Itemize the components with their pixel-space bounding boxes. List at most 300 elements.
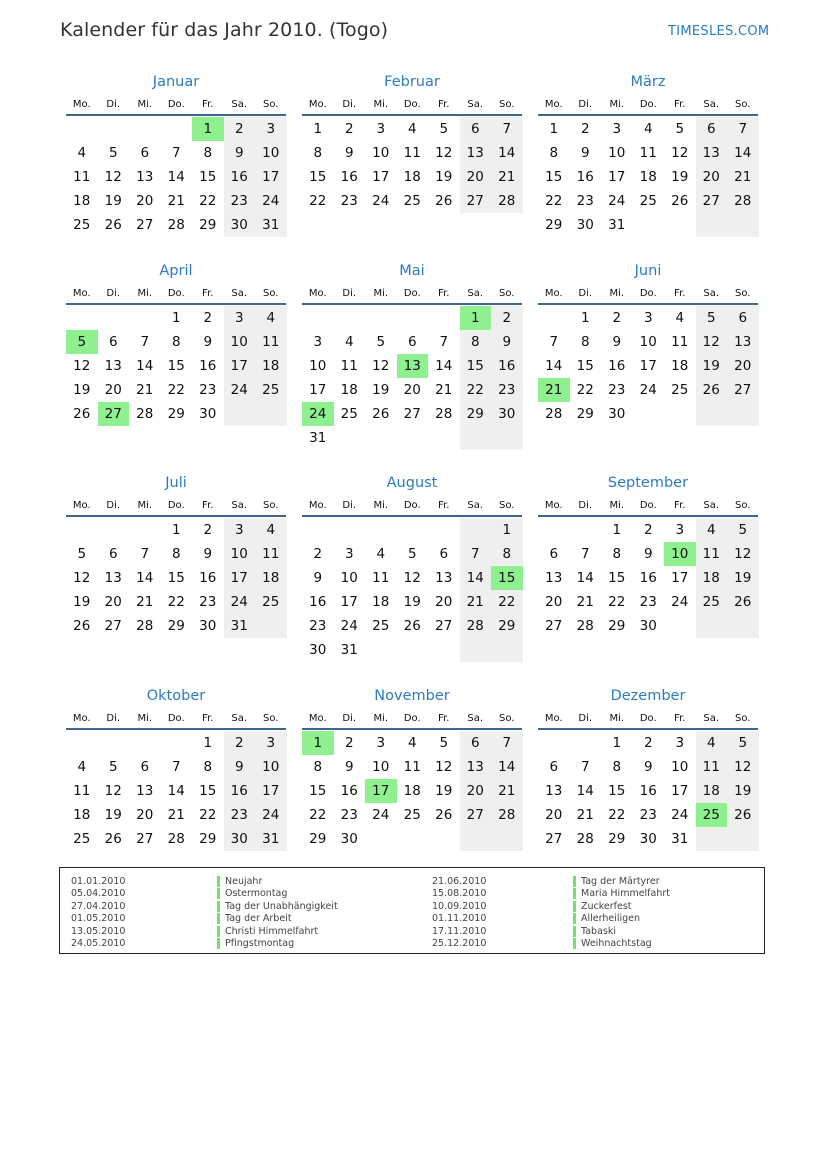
day-cell[interactable]: 28 [727,189,759,213]
day-cell[interactable]: 23 [639,594,657,610]
day-cell[interactable]: 2 [313,546,323,562]
day-cell[interactable]: 18 [73,807,91,823]
day-cell[interactable]: 16 [224,779,256,803]
day-cell[interactable]: 27 [98,402,130,426]
day-cell[interactable]: 10 [255,755,287,779]
day-cell[interactable]: 20 [136,807,154,823]
day-cell[interactable]: 18 [372,594,390,610]
day-cell[interactable]: 25 [340,406,358,422]
day-cell[interactable]: 28 [576,831,594,847]
day-cell[interactable]: 6 [140,145,150,161]
day-cell[interactable]: 10 [372,145,390,161]
day-cell[interactable]: 12 [372,358,390,374]
day-cell[interactable]: 24 [255,189,287,213]
brand-link[interactable]: TIMESLES.COM [668,24,770,39]
day-cell[interactable]: 31 [671,831,689,847]
day-cell[interactable]: 3 [313,334,323,350]
day-cell[interactable]: 13 [727,330,759,354]
day-cell[interactable]: 5 [66,330,98,354]
day-cell[interactable]: 17 [608,169,626,185]
day-cell[interactable]: 30 [340,831,358,847]
day-cell[interactable]: 14 [435,358,453,374]
day-cell[interactable]: 27 [727,378,759,402]
day-cell[interactable]: 13 [460,141,492,165]
day-cell[interactable]: 9 [224,755,256,779]
day-cell[interactable]: 30 [199,406,217,422]
day-cell[interactable]: 18 [696,566,728,590]
day-cell[interactable]: 27 [696,189,728,213]
day-cell[interactable]: 3 [675,522,685,538]
day-cell[interactable]: 21 [727,165,759,189]
day-cell[interactable]: 24 [302,402,334,426]
day-cell[interactable]: 6 [439,546,449,562]
day-cell[interactable]: 9 [491,330,523,354]
day-cell[interactable]: 15 [576,358,594,374]
day-cell[interactable]: 30 [309,642,327,658]
day-cell[interactable]: 24 [608,193,626,209]
day-cell[interactable]: 26 [435,807,453,823]
day-cell[interactable]: 7 [171,145,181,161]
day-cell[interactable]: 26 [435,193,453,209]
day-cell[interactable]: 12 [104,783,122,799]
day-cell[interactable]: 30 [639,618,657,634]
day-cell[interactable]: 1 [313,121,323,137]
day-cell[interactable]: 9 [643,759,653,775]
day-cell[interactable]: 15 [491,566,523,590]
day-cell[interactable]: 20 [104,594,122,610]
day-cell[interactable]: 9 [313,570,323,586]
day-cell[interactable]: 19 [372,382,390,398]
day-cell[interactable]: 26 [73,406,91,422]
day-cell[interactable]: 10 [309,358,327,374]
day-cell[interactable]: 30 [199,618,217,634]
day-cell[interactable]: 28 [460,614,492,638]
day-cell[interactable]: 6 [108,546,118,562]
day-cell[interactable]: 3 [376,121,386,137]
day-cell[interactable]: 28 [136,618,154,634]
day-cell[interactable]: 28 [491,803,523,827]
day-cell[interactable]: 25 [696,803,728,827]
day-cell[interactable]: 1 [171,522,181,538]
day-cell[interactable]: 25 [73,217,91,233]
day-cell[interactable]: 23 [199,382,217,398]
day-cell[interactable]: 7 [727,117,759,141]
day-cell[interactable]: 9 [203,334,213,350]
day-cell[interactable]: 25 [671,382,689,398]
day-cell[interactable]: 11 [340,358,358,374]
day-cell[interactable]: 11 [255,330,287,354]
day-cell[interactable]: 14 [545,358,563,374]
day-cell[interactable]: 4 [407,121,417,137]
day-cell[interactable]: 29 [545,217,563,233]
day-cell[interactable]: 15 [167,358,185,374]
day-cell[interactable]: 25 [696,590,728,614]
day-cell[interactable]: 19 [671,169,689,185]
day-cell[interactable]: 10 [372,759,390,775]
day-cell[interactable]: 1 [302,731,334,755]
day-cell[interactable]: 11 [671,334,689,350]
day-cell[interactable]: 2 [203,522,213,538]
day-cell[interactable]: 22 [309,193,327,209]
day-cell[interactable]: 8 [549,145,559,161]
day-cell[interactable]: 19 [73,382,91,398]
day-cell[interactable]: 16 [199,570,217,586]
day-cell[interactable]: 23 [199,594,217,610]
day-cell[interactable]: 27 [104,618,122,634]
day-cell[interactable]: 17 [639,358,657,374]
day-cell[interactable]: 23 [340,193,358,209]
day-cell[interactable]: 6 [696,117,728,141]
day-cell[interactable]: 22 [460,378,492,402]
day-cell[interactable]: 3 [612,121,622,137]
day-cell[interactable]: 2 [491,306,523,330]
day-cell[interactable]: 27 [545,831,563,847]
day-cell[interactable]: 14 [167,169,185,185]
day-cell[interactable]: 15 [545,169,563,185]
day-cell[interactable]: 3 [255,117,287,141]
day-cell[interactable]: 26 [727,590,759,614]
day-cell[interactable]: 29 [576,406,594,422]
day-cell[interactable]: 25 [403,193,421,209]
day-cell[interactable]: 21 [576,594,594,610]
day-cell[interactable]: 29 [491,614,523,638]
day-cell[interactable]: 2 [580,121,590,137]
day-cell[interactable]: 22 [608,807,626,823]
day-cell[interactable]: 13 [136,169,154,185]
day-cell[interactable]: 13 [397,354,429,378]
day-cell[interactable]: 6 [727,306,759,330]
day-cell[interactable]: 18 [255,566,287,590]
day-cell[interactable]: 29 [608,831,626,847]
day-cell[interactable]: 15 [460,354,492,378]
day-cell[interactable]: 23 [576,193,594,209]
day-cell[interactable]: 28 [167,217,185,233]
day-cell[interactable]: 3 [224,306,256,330]
day-cell[interactable]: 24 [255,803,287,827]
day-cell[interactable]: 1 [580,310,590,326]
day-cell[interactable]: 21 [491,165,523,189]
day-cell[interactable]: 20 [545,807,563,823]
day-cell[interactable]: 5 [439,121,449,137]
day-cell[interactable]: 7 [439,334,449,350]
day-cell[interactable]: 7 [140,546,150,562]
day-cell[interactable]: 17 [255,779,287,803]
day-cell[interactable]: 29 [608,618,626,634]
day-cell[interactable]: 27 [136,217,154,233]
day-cell[interactable]: 6 [460,731,492,755]
day-cell[interactable]: 28 [167,831,185,847]
day-cell[interactable]: 24 [372,807,390,823]
day-cell[interactable]: 31 [224,614,256,638]
day-cell[interactable]: 8 [612,546,622,562]
day-cell[interactable]: 5 [727,731,759,755]
day-cell[interactable]: 24 [671,594,689,610]
day-cell[interactable]: 26 [104,831,122,847]
day-cell[interactable]: 1 [171,310,181,326]
day-cell[interactable]: 21 [435,382,453,398]
day-cell[interactable]: 4 [255,518,287,542]
day-cell[interactable]: 2 [344,121,354,137]
day-cell[interactable]: 8 [460,330,492,354]
day-cell[interactable]: 2 [224,117,256,141]
day-cell[interactable]: 18 [639,169,657,185]
day-cell[interactable]: 13 [460,755,492,779]
day-cell[interactable]: 6 [549,546,559,562]
day-cell[interactable]: 30 [224,213,256,237]
day-cell[interactable]: 2 [344,735,354,751]
day-cell[interactable]: 20 [460,165,492,189]
day-cell[interactable]: 19 [696,354,728,378]
day-cell[interactable]: 10 [608,145,626,161]
day-cell[interactable]: 26 [727,803,759,827]
day-cell[interactable]: 17 [340,594,358,610]
day-cell[interactable]: 12 [435,759,453,775]
day-cell[interactable]: 23 [309,618,327,634]
day-cell[interactable]: 10 [340,570,358,586]
day-cell[interactable]: 21 [576,807,594,823]
day-cell[interactable]: 21 [460,590,492,614]
day-cell[interactable]: 18 [73,193,91,209]
day-cell[interactable]: 29 [460,402,492,426]
day-cell[interactable]: 22 [491,590,523,614]
day-cell[interactable]: 10 [224,542,256,566]
day-cell[interactable]: 6 [140,759,150,775]
day-cell[interactable]: 28 [576,618,594,634]
day-cell[interactable]: 13 [545,570,563,586]
day-cell[interactable]: 12 [435,145,453,161]
day-cell[interactable]: 3 [344,546,354,562]
day-cell[interactable]: 25 [73,831,91,847]
day-cell[interactable]: 23 [224,189,256,213]
day-cell[interactable]: 20 [403,382,421,398]
day-cell[interactable]: 28 [491,189,523,213]
day-cell[interactable]: 7 [580,759,590,775]
day-cell[interactable]: 5 [77,546,87,562]
day-cell[interactable]: 22 [309,807,327,823]
day-cell[interactable]: 26 [696,378,728,402]
day-cell[interactable]: 18 [255,354,287,378]
day-cell[interactable]: 14 [576,570,594,586]
day-cell[interactable]: 8 [491,542,523,566]
day-cell[interactable]: 3 [376,735,386,751]
day-cell[interactable]: 16 [639,570,657,586]
day-cell[interactable]: 22 [199,807,217,823]
day-cell[interactable]: 1 [612,735,622,751]
day-cell[interactable]: 4 [675,310,685,326]
day-cell[interactable]: 16 [491,354,523,378]
day-cell[interactable]: 5 [108,759,118,775]
day-cell[interactable]: 5 [696,306,728,330]
day-cell[interactable]: 19 [104,193,122,209]
day-cell[interactable]: 19 [727,566,759,590]
day-cell[interactable]: 9 [580,145,590,161]
day-cell[interactable]: 13 [696,141,728,165]
day-cell[interactable]: 2 [643,735,653,751]
day-cell[interactable]: 12 [104,169,122,185]
day-cell[interactable]: 2 [203,310,213,326]
day-cell[interactable]: 7 [491,117,523,141]
day-cell[interactable]: 21 [538,378,570,402]
day-cell[interactable]: 27 [435,618,453,634]
day-cell[interactable]: 11 [73,783,91,799]
day-cell[interactable]: 31 [608,217,626,233]
day-cell[interactable]: 15 [309,783,327,799]
day-cell[interactable]: 14 [167,783,185,799]
day-cell[interactable]: 20 [727,354,759,378]
day-cell[interactable]: 9 [203,546,213,562]
day-cell[interactable]: 13 [104,570,122,586]
day-cell[interactable]: 5 [727,518,759,542]
day-cell[interactable]: 14 [491,141,523,165]
day-cell[interactable]: 19 [403,594,421,610]
day-cell[interactable]: 31 [255,213,287,237]
day-cell[interactable]: 23 [639,807,657,823]
day-cell[interactable]: 5 [407,546,417,562]
day-cell[interactable]: 11 [696,755,728,779]
day-cell[interactable]: 9 [344,145,354,161]
day-cell[interactable]: 24 [372,193,390,209]
day-cell[interactable]: 25 [639,193,657,209]
day-cell[interactable]: 7 [491,731,523,755]
day-cell[interactable]: 24 [224,378,256,402]
day-cell[interactable]: 13 [435,570,453,586]
day-cell[interactable]: 26 [73,618,91,634]
day-cell[interactable]: 29 [167,406,185,422]
day-cell[interactable]: 15 [309,169,327,185]
day-cell[interactable]: 7 [460,542,492,566]
day-cell[interactable]: 27 [403,406,421,422]
day-cell[interactable]: 15 [199,783,217,799]
day-cell[interactable]: 11 [403,759,421,775]
day-cell[interactable]: 1 [192,117,224,141]
day-cell[interactable]: 3 [224,518,256,542]
day-cell[interactable]: 13 [104,358,122,374]
day-cell[interactable]: 21 [167,807,185,823]
day-cell[interactable]: 16 [608,358,626,374]
day-cell[interactable]: 7 [171,759,181,775]
day-cell[interactable]: 17 [365,779,397,803]
day-cell[interactable]: 11 [639,145,657,161]
day-cell[interactable]: 20 [104,382,122,398]
day-cell[interactable]: 6 [108,334,118,350]
day-cell[interactable]: 4 [376,546,386,562]
day-cell[interactable]: 4 [407,735,417,751]
day-cell[interactable]: 17 [671,783,689,799]
day-cell[interactable]: 6 [460,117,492,141]
day-cell[interactable]: 5 [675,121,685,137]
day-cell[interactable]: 8 [612,759,622,775]
day-cell[interactable]: 25 [403,807,421,823]
day-cell[interactable]: 18 [696,779,728,803]
day-cell[interactable]: 24 [671,807,689,823]
day-cell[interactable]: 12 [73,570,91,586]
day-cell[interactable]: 14 [576,783,594,799]
day-cell[interactable]: 14 [460,566,492,590]
day-cell[interactable]: 21 [167,193,185,209]
day-cell[interactable]: 14 [136,358,154,374]
day-cell[interactable]: 19 [73,594,91,610]
day-cell[interactable]: 16 [199,358,217,374]
day-cell[interactable]: 6 [407,334,417,350]
day-cell[interactable]: 23 [224,803,256,827]
day-cell[interactable]: 29 [199,217,217,233]
day-cell[interactable]: 4 [696,731,728,755]
day-cell[interactable]: 28 [545,406,563,422]
day-cell[interactable]: 23 [608,382,626,398]
day-cell[interactable]: 7 [140,334,150,350]
day-cell[interactable]: 26 [372,406,390,422]
day-cell[interactable]: 8 [203,145,213,161]
day-cell[interactable]: 22 [608,594,626,610]
day-cell[interactable]: 9 [643,546,653,562]
day-cell[interactable]: 8 [313,759,323,775]
day-cell[interactable]: 17 [671,570,689,586]
day-cell[interactable]: 4 [344,334,354,350]
day-cell[interactable]: 30 [608,406,626,422]
day-cell[interactable]: 25 [255,378,287,402]
day-cell[interactable]: 18 [340,382,358,398]
day-cell[interactable]: 3 [675,735,685,751]
day-cell[interactable]: 30 [576,217,594,233]
day-cell[interactable]: 12 [671,145,689,161]
day-cell[interactable]: 22 [167,594,185,610]
day-cell[interactable]: 17 [372,169,390,185]
day-cell[interactable]: 5 [108,145,118,161]
day-cell[interactable]: 16 [224,165,256,189]
day-cell[interactable]: 15 [608,783,626,799]
day-cell[interactable]: 31 [309,430,327,446]
day-cell[interactable]: 2 [643,522,653,538]
day-cell[interactable]: 8 [203,759,213,775]
day-cell[interactable]: 5 [439,735,449,751]
day-cell[interactable]: 3 [255,731,287,755]
day-cell[interactable]: 16 [576,169,594,185]
day-cell[interactable]: 10 [664,542,696,566]
day-cell[interactable]: 23 [491,378,523,402]
day-cell[interactable]: 22 [545,193,563,209]
day-cell[interactable]: 21 [136,382,154,398]
day-cell[interactable]: 31 [255,827,287,851]
day-cell[interactable]: 20 [460,779,492,803]
day-cell[interactable]: 12 [727,542,759,566]
day-cell[interactable]: 11 [73,169,91,185]
day-cell[interactable]: 22 [199,193,217,209]
day-cell[interactable]: 17 [224,354,256,378]
day-cell[interactable]: 4 [696,518,728,542]
day-cell[interactable]: 9 [344,759,354,775]
day-cell[interactable]: 25 [372,618,390,634]
day-cell[interactable]: 27 [460,189,492,213]
day-cell[interactable]: 15 [199,169,217,185]
day-cell[interactable]: 21 [136,594,154,610]
day-cell[interactable]: 18 [671,358,689,374]
day-cell[interactable]: 11 [255,542,287,566]
day-cell[interactable]: 24 [340,618,358,634]
day-cell[interactable]: 4 [77,759,87,775]
day-cell[interactable]: 17 [224,566,256,590]
day-cell[interactable]: 14 [136,570,154,586]
day-cell[interactable]: 6 [549,759,559,775]
day-cell[interactable]: 8 [580,334,590,350]
day-cell[interactable]: 22 [576,382,594,398]
day-cell[interactable]: 12 [727,755,759,779]
day-cell[interactable]: 10 [224,330,256,354]
day-cell[interactable]: 28 [435,406,453,422]
day-cell[interactable]: 31 [340,642,358,658]
day-cell[interactable]: 23 [340,807,358,823]
day-cell[interactable]: 29 [199,831,217,847]
day-cell[interactable]: 18 [403,169,421,185]
